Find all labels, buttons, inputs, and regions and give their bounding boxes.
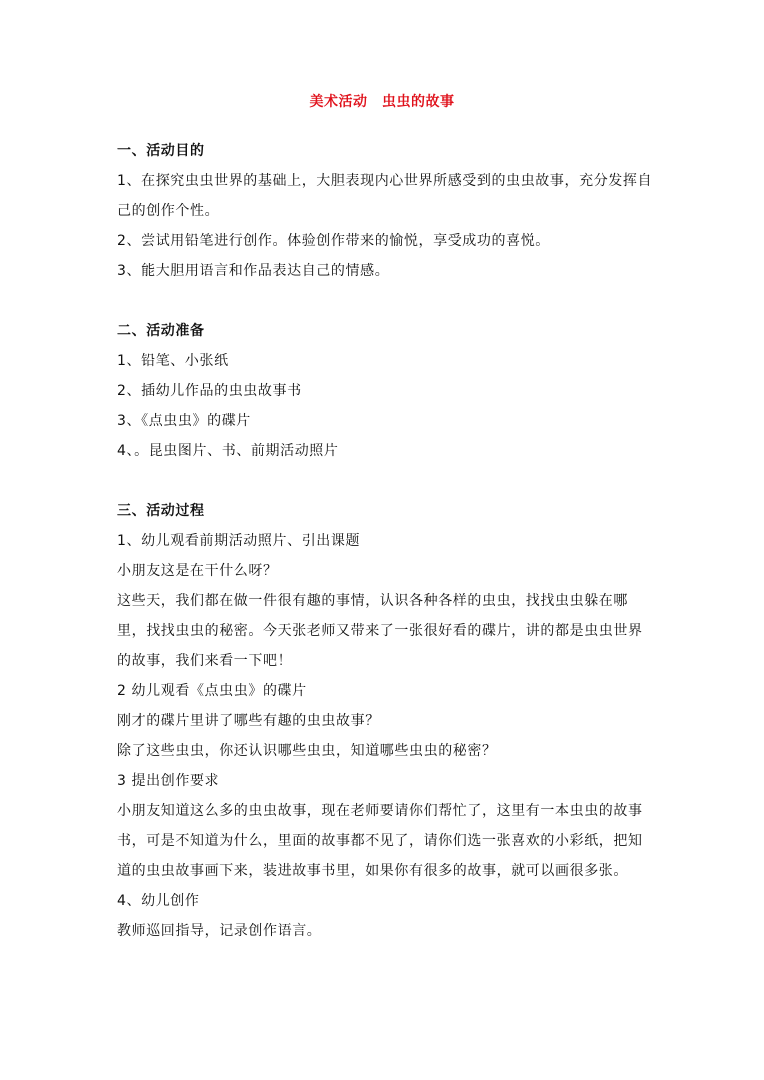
objective-item: 2、尝试用铅笔进行创作。体验创作带来的愉悦，享受成功的喜悦。: [117, 233, 550, 249]
document-body: [117, 136, 657, 946]
objective-item: 3、能大胆用语言和作品表达自己的情感。: [117, 263, 390, 279]
section-heading-objectives: 一、活动目的: [117, 143, 205, 159]
preparation-item: 1、铅笔、小张纸: [117, 353, 229, 369]
section-heading-preparation: 二、活动准备: [117, 323, 205, 339]
process-step-heading: 4、幼儿创作: [117, 893, 200, 909]
process-step-heading: 3 提出创作要求: [117, 773, 220, 789]
objective-item: 1、在探究虫虫世界的基础上，大胆表现内心世界所感受到的虫虫故事，充分发挥自己的创作个性。: [117, 173, 653, 219]
preparation-item: 3、《点虫虫》的碟片: [117, 413, 251, 429]
document-title: 美术活动 虫虫的故事: [309, 94, 455, 110]
process-paragraph: 这些天，我们都在做一件很有趣的事情，认识各种各样的虫虫，找找虫虫躲在哪里，找找虫虫的秘密。今天张老师又带来了一张很好看的碟片，讲的都是虫虫世界的故事，我们来看一下吧！: [117, 593, 643, 669]
preparation-item: 2、插幼儿作品的虫虫故事书: [117, 383, 302, 399]
process-paragraph: 教师巡回指导，记录创作语言。: [117, 923, 322, 939]
section-spacer: [117, 286, 657, 316]
process-paragraph: 小朋友这是在干什么呀？: [117, 563, 278, 579]
process-paragraph: 刚才的碟片里讲了哪些有趣的虫虫故事？: [117, 713, 380, 729]
process-step-heading: 2 幼儿观看《点虫虫》的碟片: [117, 683, 307, 699]
process-paragraph: 小朋友知道这么多的虫虫故事，现在老师要请你们帮忙了，这里有一本虫虫的故事书，可是不知道为什么，里面的故事都不见了，请你们选一张喜欢的小彩纸，把知道的虫虫故事画下来，装进故事书里，如果你有很多的故事，就可以画很多张。: [117, 803, 643, 879]
process-step-heading: 1、幼儿观看前期活动照片、引出课题: [117, 533, 361, 549]
section-heading-process: 三、活动过程: [117, 503, 205, 519]
section-spacer: [117, 466, 657, 496]
preparation-item: 4、。昆虫图片、书、前期活动照片: [117, 443, 339, 459]
process-paragraph: 除了这些虫虫，你还认识哪些虫虫，知道哪些虫虫的秘密？: [117, 743, 497, 759]
